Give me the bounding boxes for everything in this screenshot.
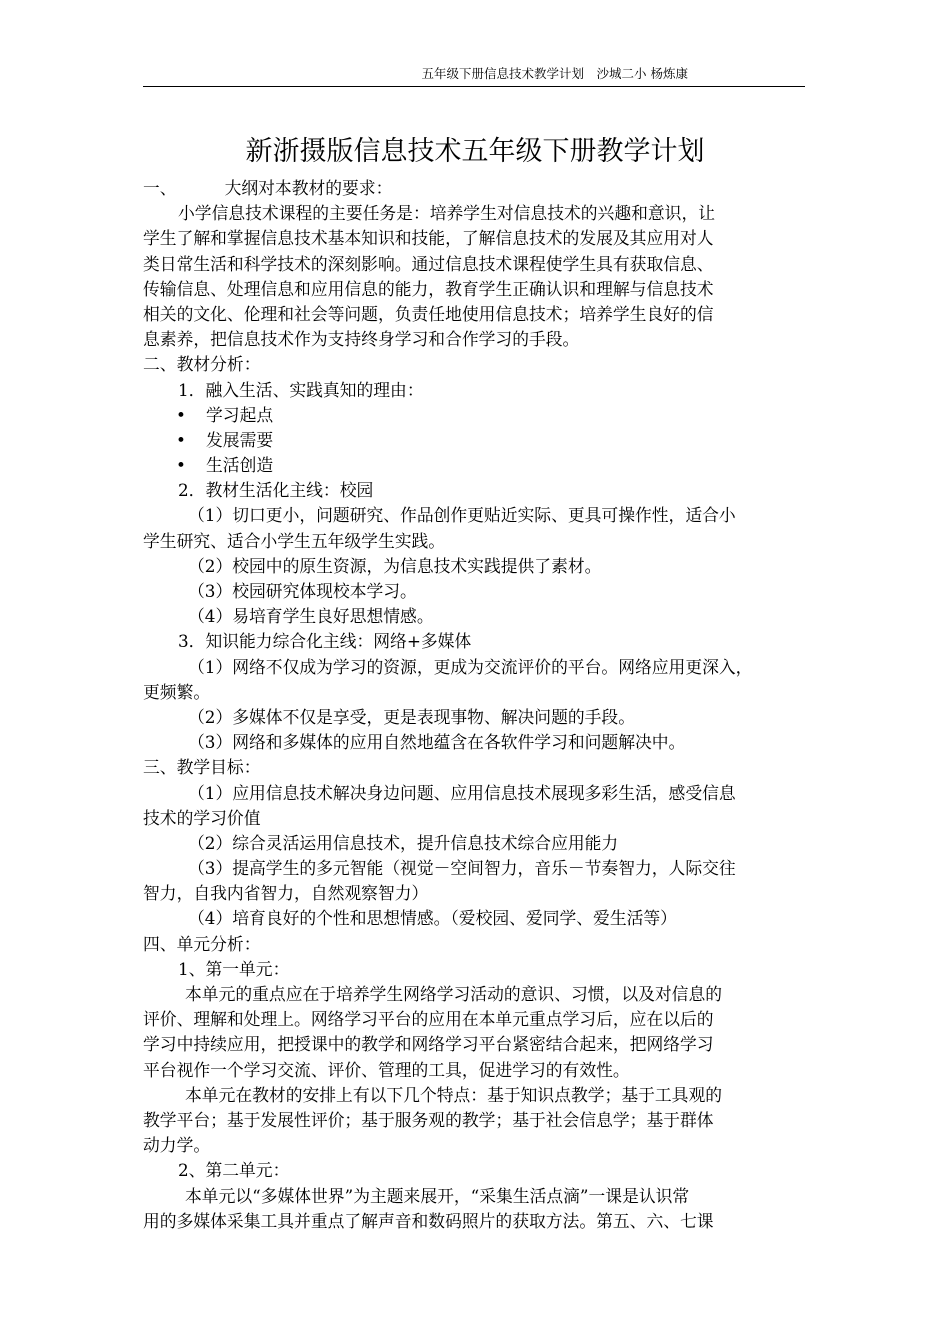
bullet-glyph: •	[176, 429, 186, 450]
paragraph-line: 平台视作一个学习交流、评价、管理的工具，促进学习的有效性。	[143, 1059, 630, 1080]
paragraph-line: （4）培育良好的个性和思想情感。（爱校园、爱同学、爱生活等）	[188, 908, 677, 929]
list-item-heading: 3．知识能力综合化主线：网络+多媒体	[178, 631, 472, 652]
bullet-item	[143, 428, 808, 453]
list-item-heading: 1．融入生活、实践真知的理由：	[178, 379, 424, 400]
paragraph-line: 小学信息技术课程的主要任务是：培养学生对信息技术的兴趣和意识，让	[178, 203, 716, 224]
paragraph-line: 用的多媒体采集工具并重点了解声音和数码照片的获取方法。第五、六、七课	[143, 1210, 714, 1231]
paragraph-line: 学生了解和掌握信息技术基本知识和技能，了解信息技术的发展及其应用对人	[143, 228, 714, 249]
section-2-heading: 二、教材分析：	[143, 354, 261, 375]
paragraph-line: （1）切口更小，问题研究、作品创作更贴近实际、更具可操作性，适合小	[188, 505, 736, 526]
paragraph-line: 教学平台；基于发展性评价；基于服务观的教学；基于社会信息学；基于群体	[143, 1109, 714, 1130]
unit-1-heading: 1、第一单元：	[178, 958, 290, 979]
bullet-text: 生活创造	[206, 455, 274, 476]
paragraph-line: （4）易培育学生良好思想情感。	[188, 606, 434, 627]
paragraph-line: 本单元的重点应在于培养学生网络学习活动的意识、习惯，以及对信息的	[185, 984, 723, 1004]
paragraph-line: 学生研究、适合小学生五年级学生实践。	[143, 530, 446, 551]
list-item-heading: 2．教材生活化主线：校园	[178, 480, 374, 501]
section-1-title: 大纲对本教材的要求：	[224, 178, 393, 198]
paragraph-line: 传输信息、处理信息和应用信息的能力，教育学生正确认识和理解与信息技术	[143, 278, 714, 299]
paragraph-line: 评价、理解和处理上。网络学习平台的应用在本单元重点学习后，应在以后的	[143, 1009, 714, 1030]
section-1-number: 一、	[143, 178, 177, 198]
paragraph-line: （3）校园研究体现校本学习。	[188, 581, 417, 601]
bullet-text: 发展需要	[206, 429, 274, 450]
header-text: 五年级下册信息技术教学计划 沙城二小 杨炼康	[421, 66, 688, 81]
section-1-heading	[143, 176, 808, 201]
paragraph-line: 息素养，把信息技术作为支持终身学习和合作学习的手段。	[143, 329, 580, 350]
bullet-glyph: •	[176, 404, 186, 425]
paragraph-line: （2）校园中的原生资源，为信息技术实践提供了素材。	[188, 555, 602, 576]
paragraph-line: 更频繁。	[143, 681, 211, 702]
paragraph-line: （3）网络和多媒体的应用自然地蕴含在各软件学习和问题解决中。	[188, 732, 686, 753]
bullet-glyph: •	[176, 455, 186, 476]
document-body	[143, 176, 808, 1234]
paragraph-line: 本单元以“多媒体世界”为主题来展开，“采集生活点滴”一课是认识常	[185, 1185, 690, 1206]
paragraph-line: 类日常生活和科学技术的深刻影响。通过信息技术课程使学生具有获取信息、	[143, 253, 714, 274]
paragraph-line: 相关的文化、伦理和社会等问题，负责任地使用信息技术；培养学生良好的信	[143, 303, 714, 324]
paragraph-line: （3）提高学生的多元智能（视觉－空间智力，音乐－节奏智力，人际交往	[188, 858, 736, 879]
bullet-item	[143, 453, 808, 478]
paragraph-line: 智力，自我内省智力，自然观察智力）	[143, 883, 429, 904]
paragraph-line: 技术的学习价值	[143, 807, 261, 828]
bullet-item	[143, 403, 808, 428]
paragraph-line: （1）网络不仅成为学习的资源，更成为交流评价的平台。网络应用更深入，	[188, 656, 753, 677]
document-title: 新浙摄版信息技术五年级下册教学计划	[245, 136, 705, 167]
paragraph-line: （2）多媒体不仅是享受，更是表现事物、解决问题的手段。	[188, 706, 635, 727]
paragraph-line: 本单元在教材的安排上有以下几个特点：基于知识点教学；基于工具观的	[185, 1084, 723, 1105]
paragraph-line: （1）应用信息技术解决身边问题、应用信息技术展现多彩生活，感受信息	[188, 782, 736, 803]
paragraph-line: （2）综合灵活运用信息技术，提升信息技术综合应用能力	[188, 832, 619, 853]
bullet-text: 学习起点	[206, 404, 274, 425]
section-4-heading: 四、单元分析：	[143, 933, 261, 954]
paragraph-line: 动力学。	[143, 1135, 211, 1156]
section-3-heading: 三、教学目标：	[143, 757, 261, 778]
page-header	[143, 66, 805, 87]
paragraph-line: 学习中持续应用，把授课中的教学和网络学习平台紧密结合起来，把网络学习	[143, 1034, 714, 1055]
unit-2-heading: 2、第二单元：	[178, 1160, 290, 1181]
